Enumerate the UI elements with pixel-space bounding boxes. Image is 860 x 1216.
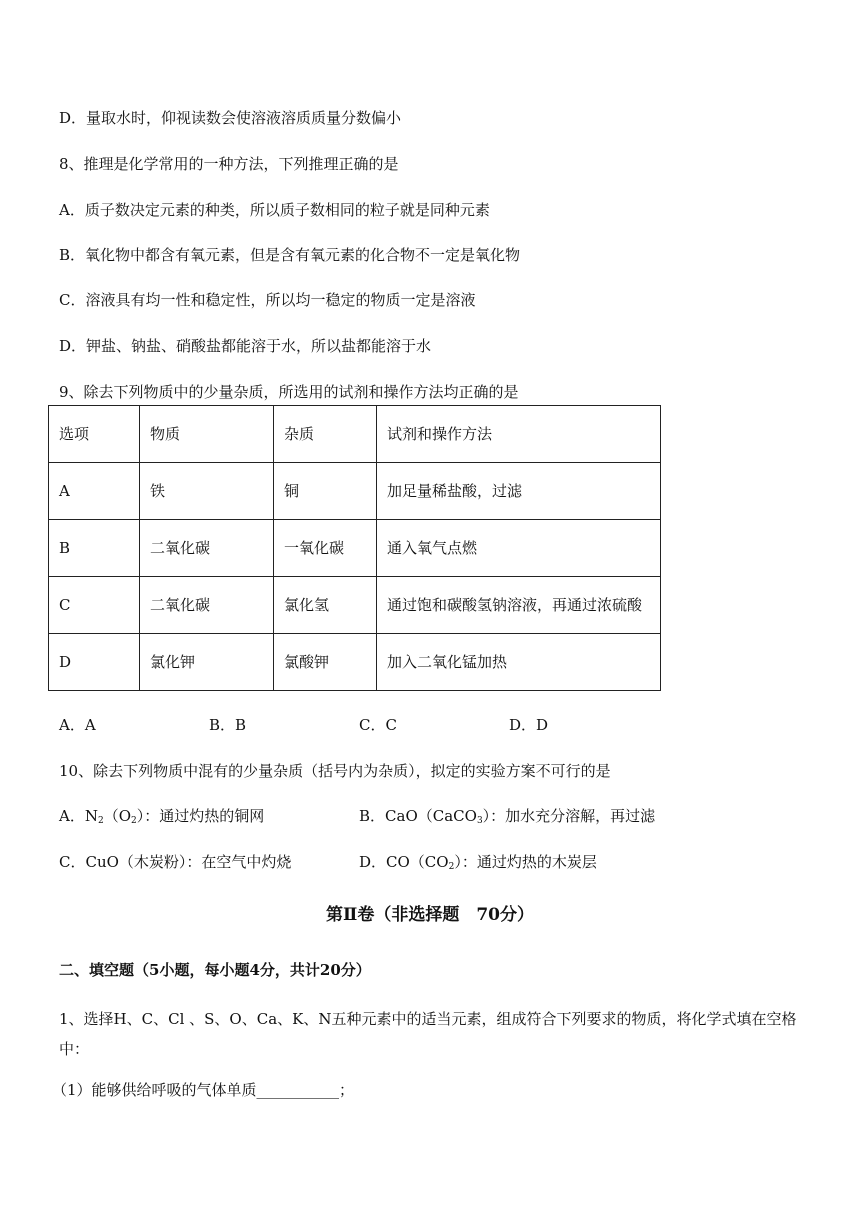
q7-option-d: D．量取水时，仰视读数会使溶液溶质质量分数偏小: [59, 109, 402, 127]
q9-answer-c: C．C: [359, 716, 397, 734]
q10-option-a: [59, 806, 359, 826]
table-header-cell: 试剂和操作方法: [377, 406, 661, 463]
q8-option-b: B．氧化物中都含有氧元素，但是含有氧元素的化合物不一定是氧化物: [59, 246, 521, 264]
q9-answer-choices: [59, 715, 659, 735]
table-row: [49, 520, 661, 577]
q8-option-d: D．钾盐、钠盐、硝酸盐都能溶于水，所以盐都能溶于水: [59, 337, 432, 355]
option-text: （O: [103, 807, 132, 825]
table-cell: 氯化氢: [274, 577, 377, 634]
table-cell: 氯化钾: [140, 634, 274, 691]
table-cell: 一氧化碳: [274, 520, 377, 577]
table-cell: D: [49, 634, 140, 691]
table-cell: A: [49, 463, 140, 520]
table-cell: 铁: [140, 463, 274, 520]
table-cell: C: [49, 577, 140, 634]
q9-answer-d: D．D: [509, 716, 549, 734]
q8-stem: 8、推理是化学常用的一种方法，下列推理正确的是: [59, 155, 399, 173]
table-row: [49, 634, 661, 691]
table-header-cell: 物质: [140, 406, 274, 463]
table-row: [49, 463, 661, 520]
option-text: ）：通过灼热的木炭层: [454, 853, 597, 871]
subscript: 2: [448, 862, 455, 872]
q9-answer-b: B．B: [209, 716, 247, 734]
subscript: 2: [131, 816, 137, 826]
table-cell: 加入二氧化锰加热: [377, 634, 661, 691]
table-cell: 氯酸钾: [274, 634, 377, 691]
q10-stem: 10、除去下列物质中混有的少量杂质（括号内为杂质），拟定的实验方案不可行的是: [59, 762, 611, 780]
q10-option-d: [359, 852, 597, 872]
q9-answer-a: A．A: [59, 716, 96, 734]
option-text: ）：加水充分溶解，再过滤: [482, 807, 656, 825]
table-cell: 通入氧气点燃: [377, 520, 661, 577]
option-text: D．CO（CO: [359, 853, 449, 871]
q10-option-b: [359, 806, 655, 826]
section-title: 第Ⅱ卷（非选择题 70分）: [326, 905, 534, 925]
fill1-part1: （1）能够供给呼吸的气体单质___________；: [52, 1081, 355, 1099]
section-subtitle: 二、填空题（5小题，每小题4分，共计20分）: [59, 961, 371, 979]
q10-option-c: C．CuO（木炭粉）：在空气中灼烧: [59, 853, 292, 871]
option-text: A．N: [59, 807, 98, 825]
table-header-row: [49, 406, 661, 463]
table-header-cell: 选项: [49, 406, 140, 463]
table-cell: 加足量稀盐酸，过滤: [377, 463, 661, 520]
q10-options-row-2: [59, 852, 597, 872]
subscript: 2: [97, 816, 104, 826]
q8-option-c: C．溶液具有均一性和稳定性，所以均一稳定的物质一定是溶液: [59, 291, 476, 309]
option-text: B．CaO（CaCO: [359, 807, 477, 825]
table-cell: 通过饱和碳酸氢钠溶液，再通过浓硫酸: [377, 577, 661, 634]
table-cell: 铜: [274, 463, 377, 520]
table-cell: B: [49, 520, 140, 577]
table-cell: 二氧化碳: [140, 577, 274, 634]
table-row: [49, 577, 661, 634]
table-header-cell: 杂质: [274, 406, 377, 463]
table-cell: 二氧化碳: [140, 520, 274, 577]
q9-stem: 9、除去下列物质中的少量杂质，所选用的试剂和操作方法均正确的是: [59, 383, 519, 401]
q9-options-table: [48, 405, 661, 691]
fill1-stem: 1、选择H、C、Cl 、S、O、Ca、K、N五种元素中的适当元素，组成符合下列要求的物质，将化学式填在空格中：: [59, 1010, 797, 1058]
q10-options-row-1: [59, 806, 655, 826]
q8-option-a: A．质子数决定元素的种类，所以质子数相同的粒子就是同种元素: [59, 201, 490, 219]
option-text: ）：通过灼热的铜网: [136, 807, 265, 825]
subscript: 3: [476, 816, 483, 826]
